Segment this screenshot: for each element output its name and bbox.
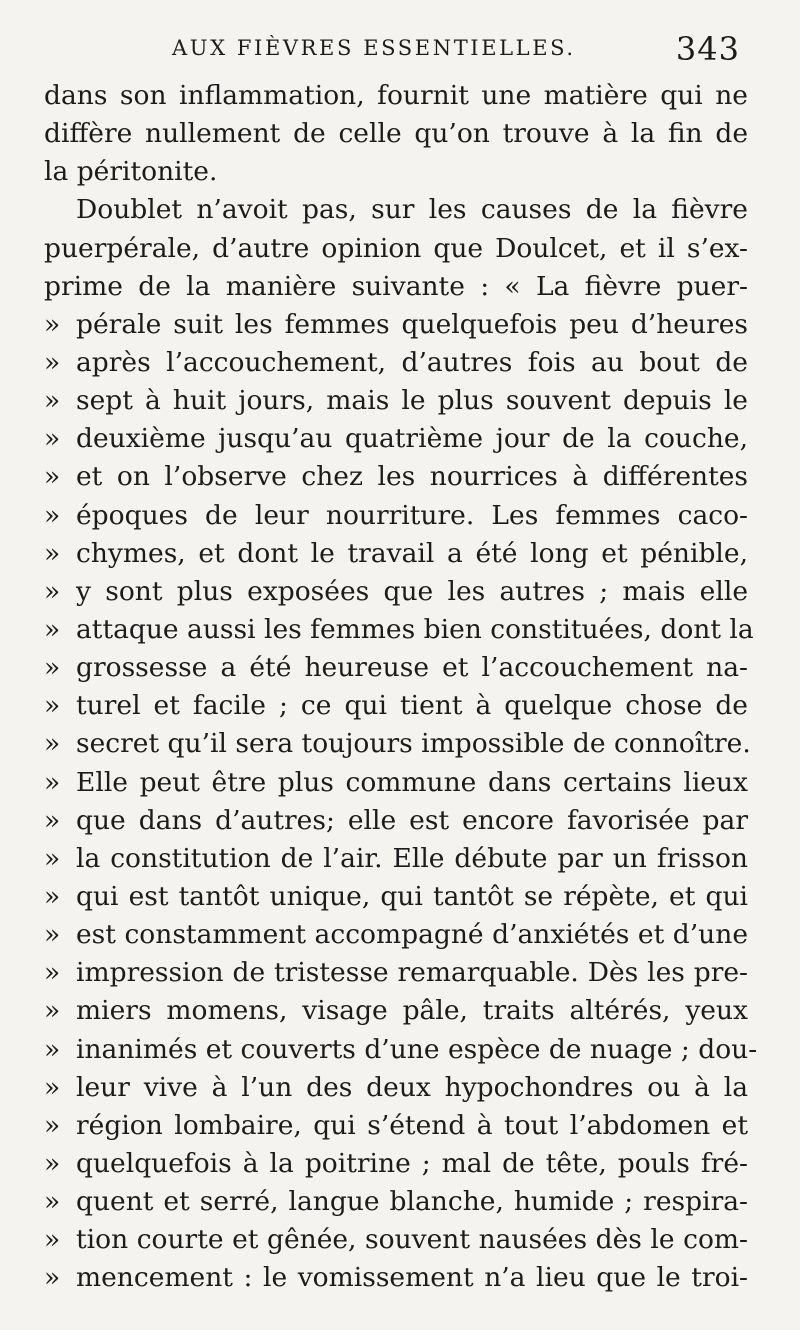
text-line — [44, 1221, 748, 1259]
line-text: prime de la manière suivante : « La fièvre puer- — [44, 270, 748, 302]
text-line — [44, 420, 748, 458]
line-text: leur vive à l’un des deux hypochondres ou à la — [76, 1071, 748, 1103]
text-line — [44, 1107, 748, 1145]
line-text: impression de tristesse remarquable. Dès les pre- — [76, 957, 748, 989]
text-line — [44, 77, 748, 115]
text-line — [44, 916, 748, 954]
line-text: puerpérale, d’autre opinion que Doulcet, et il s’ex- — [44, 232, 748, 264]
text-line — [44, 992, 748, 1030]
quote-mark: » — [44, 880, 61, 912]
quote-mark: » — [44, 1033, 61, 1065]
line-text: inanimés et couverts d’une espèce de nuage ; dou- — [76, 1033, 758, 1065]
text-line — [44, 535, 748, 573]
text-line — [44, 382, 748, 420]
text-line — [44, 306, 748, 344]
text-line — [44, 153, 748, 191]
quote-mark: » — [44, 385, 61, 417]
text-line — [44, 878, 748, 916]
line-text: quelquefois à la poitrine ; mal de tête, pouls fré- — [76, 1147, 748, 1179]
line-text: après l’accouchement, d’autres fois au bout de — [76, 346, 748, 378]
page-number: 343 — [675, 30, 740, 68]
text-line — [44, 840, 748, 878]
line-text: chymes, et dont le travail a été long et pénible, — [76, 537, 748, 569]
text-line — [44, 115, 748, 153]
quote-mark: » — [44, 690, 61, 722]
line-text: et on l’observe chez les nourrices à différentes — [76, 461, 748, 493]
text-line — [44, 725, 751, 763]
body-text — [44, 77, 758, 1298]
quote-mark: » — [44, 1224, 61, 1256]
line-text: Elle peut être plus commune dans certains lieux — [76, 766, 748, 798]
text-line — [44, 802, 748, 840]
text-line — [44, 573, 748, 611]
quote-mark: » — [44, 842, 61, 874]
line-text: Doublet n’avoit pas, sur les causes de la fièvre — [76, 194, 748, 226]
quote-mark: » — [44, 957, 61, 989]
text-line — [44, 191, 748, 229]
text-line — [44, 230, 748, 268]
text-line — [44, 1031, 758, 1069]
quote-mark: » — [44, 766, 61, 798]
text-line — [44, 1259, 748, 1297]
line-text: que dans d’autres; elle est encore favorisée par — [76, 804, 748, 836]
running-head — [60, 30, 760, 70]
line-text: secret qu’il sera toujours impossible de connoître. — [76, 728, 751, 760]
line-text: tion courte et gênée, souvent nausées dès le com- — [76, 1224, 748, 1256]
quote-mark: » — [44, 613, 61, 645]
quote-mark: » — [44, 652, 61, 684]
quote-mark: » — [44, 575, 61, 607]
quote-mark: » — [44, 1109, 61, 1141]
line-text: deuxième jusqu’au quatrième jour de la couche, — [76, 423, 748, 455]
quote-mark: » — [44, 346, 61, 378]
text-line — [44, 344, 748, 382]
quote-mark: » — [44, 1147, 61, 1179]
text-line — [44, 611, 754, 649]
text-line — [44, 954, 748, 992]
line-text: grossesse a été heureuse et l’accouchement na- — [76, 652, 748, 684]
quote-mark: » — [44, 1186, 61, 1218]
quote-mark: » — [44, 1262, 61, 1294]
text-line — [44, 764, 748, 802]
line-text: qui est tantôt unique, qui tantôt se répète, et qui — [76, 880, 748, 912]
line-text: turel et facile ; ce qui tient à quelque chose de — [76, 690, 748, 722]
line-text: sept à huit jours, mais le plus souvent depuis le — [76, 385, 748, 417]
text-line — [44, 497, 748, 535]
line-text: pérale suit les femmes quelquefois peu d’heures — [76, 308, 748, 340]
quote-mark: » — [44, 919, 61, 951]
line-text: la constitution de l’air. Elle débute par un frisson — [76, 842, 748, 874]
line-text: y sont plus exposées que les autres ; mais elle — [76, 575, 748, 607]
line-text: époques de leur nourriture. Les femmes caco- — [76, 499, 748, 531]
quote-mark: » — [44, 1071, 61, 1103]
line-text: attaque aussi les femmes bien constituées, dont la — [76, 613, 754, 645]
line-text: diffère nullement de celle qu’on trouve à la fin de — [44, 118, 748, 150]
line-text: quent et serré, langue blanche, humide ; respira- — [76, 1186, 748, 1218]
text-line — [44, 1069, 748, 1107]
line-text: miers momens, visage pâle, traits altérés, yeux — [76, 995, 748, 1027]
quote-mark: » — [44, 995, 61, 1027]
text-line — [44, 1183, 748, 1221]
line-text: la péritonite. — [44, 156, 218, 188]
text-line — [44, 649, 748, 687]
line-text: dans son inflammation, fournit une matière qui ne — [44, 80, 748, 111]
quote-mark: » — [44, 423, 61, 455]
quote-mark: » — [44, 804, 61, 836]
text-line — [44, 687, 748, 725]
quote-mark: » — [44, 308, 61, 340]
running-title: AUX FIÈVRES ESSENTIELLES. — [172, 36, 576, 60]
quote-mark: » — [44, 537, 61, 569]
line-text: est constamment accompagné d’anxiétés et d’une — [76, 919, 748, 951]
text-line — [44, 1145, 748, 1183]
quote-mark: » — [44, 461, 61, 493]
quote-mark: » — [44, 499, 61, 531]
line-text: région lombaire, qui s’étend à tout l’abdomen et — [76, 1109, 748, 1141]
quote-mark: » — [44, 728, 61, 760]
line-text: mencement : le vomissement n’a lieu que le troi- — [76, 1262, 748, 1294]
text-line — [44, 268, 748, 306]
text-line — [44, 458, 748, 496]
